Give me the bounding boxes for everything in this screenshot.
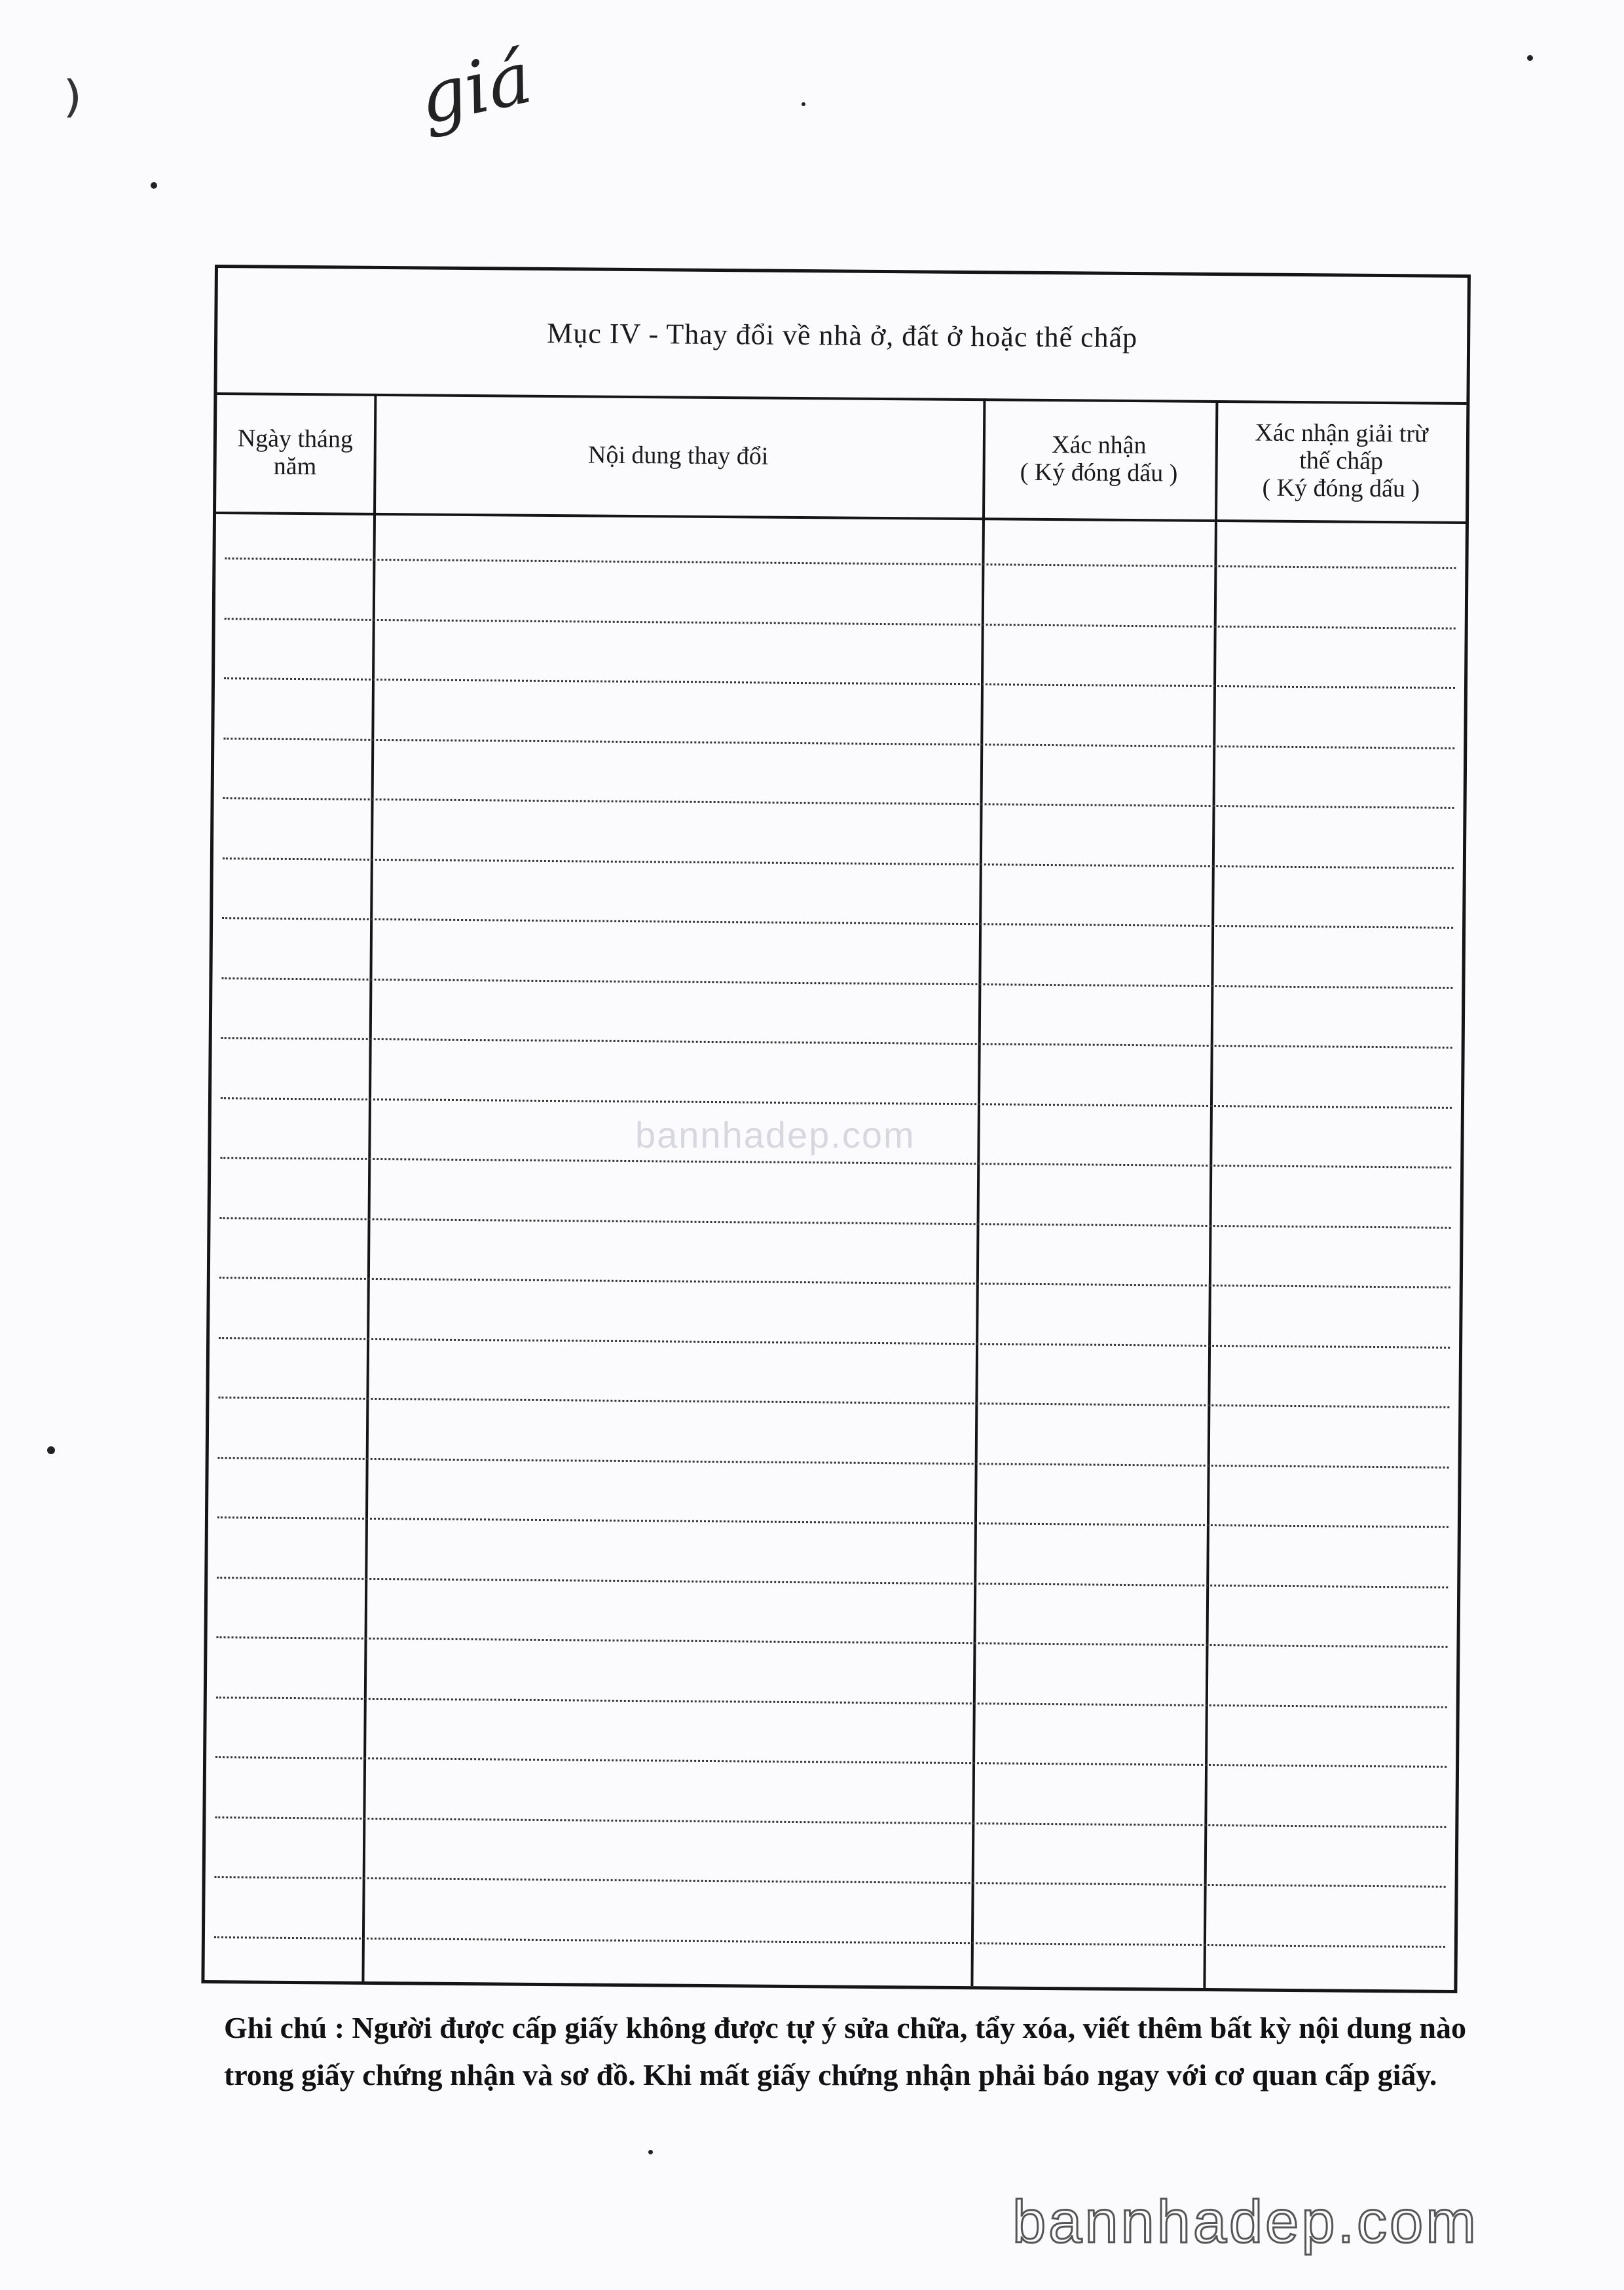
table-row: [217, 1577, 1448, 1588]
column-header-confirm: [982, 398, 1215, 519]
table-row: [217, 1636, 1448, 1648]
column-header-release: [1215, 400, 1467, 521]
table-row: [218, 1397, 1449, 1408]
table-row: [215, 1876, 1446, 1888]
table-row: [220, 1217, 1451, 1229]
column-header-release-line2: thế chấp: [1299, 447, 1384, 476]
scan-speck: [47, 1446, 55, 1454]
table-row: [216, 1697, 1447, 1708]
scan-speck: [802, 102, 805, 106]
column-header-date-line1: Ngày tháng: [237, 424, 354, 453]
column-header-content-label: Nội dung thay đổi: [587, 441, 769, 470]
table-row: [220, 1157, 1451, 1169]
table-row: [219, 1277, 1450, 1288]
handwritten-note: giá: [411, 35, 539, 141]
table-row: [223, 797, 1454, 809]
scan-speck: [1527, 55, 1533, 61]
column-header-confirm-line2: ( Ký đóng dấu ): [1020, 458, 1178, 487]
table-row: [219, 1337, 1450, 1349]
table-rows: [213, 512, 1456, 1990]
column-header-confirm-line1: Xác nhận: [1051, 431, 1147, 460]
footnote: Ghi chú : Người được cấp giấy không được tự ý sửa chữa, tẩy xóa, viết thêm bất kỳ nội dung nào trong giấy chứng nhận và sơ đồ. Khi mất giấy chứng nhận phải báo ngay với cơ quan cấp giấy.: [224, 2011, 1466, 2092]
table-row: [215, 1756, 1447, 1768]
table-row: [218, 1457, 1449, 1469]
table-row: [223, 738, 1454, 749]
table-row: [215, 1816, 1446, 1828]
table-row: [225, 618, 1456, 629]
table-row: [225, 557, 1456, 569]
table-row: [224, 677, 1455, 689]
table-row: [221, 1037, 1452, 1049]
scan-speck: [151, 182, 157, 189]
scan-speck: [648, 2150, 653, 2154]
table-row: [222, 917, 1453, 929]
column-header-content: [373, 394, 983, 517]
column-header-date: [216, 392, 374, 513]
watermark-faint: bannhadep.com: [635, 1114, 915, 1155]
table-row: [221, 977, 1452, 989]
section-title: Mục IV - Thay đổi về nhà ở, đất ở hoặc thế chấp: [217, 268, 1467, 405]
column-header-date-line2: năm: [273, 452, 317, 481]
watermark-logo: bannhadep.com: [1012, 2188, 1479, 2255]
table-row: [214, 1936, 1445, 1948]
column-header-release-line1: Xác nhận giải trừ: [1255, 419, 1428, 448]
table-row: [223, 857, 1454, 869]
column-header-release-line3: ( Ký đóng dấu ): [1262, 474, 1420, 503]
table-row: [217, 1516, 1449, 1528]
table-row: [221, 1097, 1452, 1109]
binder-mark: ⁾: [63, 66, 83, 157]
